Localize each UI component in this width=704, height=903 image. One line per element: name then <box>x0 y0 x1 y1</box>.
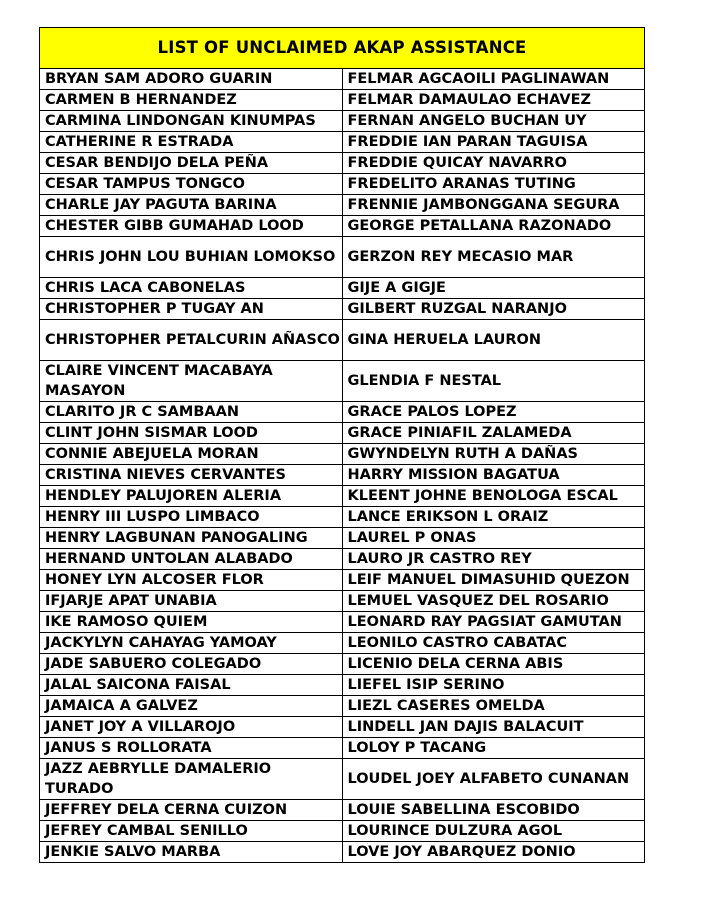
table-row <box>40 423 645 444</box>
table-row <box>40 111 645 132</box>
name-cell-right: FREDELITO ARANAS TUTING <box>342 174 645 195</box>
name-cell-left: JAZZ AEBRYLLE DAMALERIO TURADO <box>40 759 343 800</box>
table-row <box>40 528 645 549</box>
name-cell-left: CARMEN B HERNANDEZ <box>40 90 343 111</box>
table-row <box>40 842 645 863</box>
name-cell-right: FELMAR AGCAOILI PAGLINAWAN <box>342 69 645 90</box>
table-row <box>40 278 645 299</box>
table-row <box>40 174 645 195</box>
name-cell-left: JANUS S ROLLORATA <box>40 738 343 759</box>
name-cell-left: CLARITO JR C SAMBAAN <box>40 402 343 423</box>
name-cell-left: CESAR BENDIJO DELA PEÑA <box>40 153 343 174</box>
table-row <box>40 717 645 738</box>
name-cell-left: IKE RAMOSO QUIEM <box>40 612 343 633</box>
name-cell-right: LOUDEL JOEY ALFABETO CUNANAN <box>342 759 645 800</box>
list-title: LIST OF UNCLAIMED AKAP ASSISTANCE <box>40 28 645 69</box>
name-cell-left: CRISTINA NIEVES CERVANTES <box>40 465 343 486</box>
name-cell-right: FELMAR DAMAULAO ECHAVEZ <box>342 90 645 111</box>
name-cell-left: CHARLE JAY PAGUTA BARINA <box>40 195 343 216</box>
name-cell-right: LAURO JR CASTRO REY <box>342 549 645 570</box>
name-cell-left: JAMAICA A GALVEZ <box>40 696 343 717</box>
name-cell-right: LIEFEL ISIP SERINO <box>342 675 645 696</box>
name-cell-left: HENDLEY PALUJOREN ALERIA <box>40 486 343 507</box>
table-row <box>40 465 645 486</box>
name-cell-right: KLEENT JOHNE BENOLOGA ESCAL <box>342 486 645 507</box>
table-row <box>40 549 645 570</box>
table-row <box>40 759 645 800</box>
name-cell-right: FREDDIE QUICAY NAVARRO <box>342 153 645 174</box>
table-row <box>40 738 645 759</box>
name-cell-left: JADE SABUERO COLEGADO <box>40 654 343 675</box>
name-cell-left: CHRIS JOHN LOU BUHIAN LOMOKSO <box>40 237 343 278</box>
table-row <box>40 361 645 402</box>
table-row <box>40 444 645 465</box>
name-cell-left: JANET JOY A VILLAROJO <box>40 717 343 738</box>
name-cell-left: CONNIE ABEJUELA MORAN <box>40 444 343 465</box>
unclaimed-list-table <box>39 27 645 863</box>
name-cell-right: FRENNIE JAMBONGGANA SEGURA <box>342 195 645 216</box>
name-cell-left: JENKIE SALVO MARBA <box>40 842 343 863</box>
table-row <box>40 153 645 174</box>
name-cell-right: GRACE PINIAFIL ZALAMEDA <box>342 423 645 444</box>
name-cell-right: LOVE JOY ABARQUEZ DONIO <box>342 842 645 863</box>
table-row <box>40 216 645 237</box>
name-cell-left: IFJARJE APAT UNABIA <box>40 591 343 612</box>
name-cell-right: LIEZL CASERES OMELDA <box>342 696 645 717</box>
table-row <box>40 633 645 654</box>
table-row <box>40 237 645 278</box>
name-cell-right: GWYNDELYN RUTH A DAÑAS <box>342 444 645 465</box>
table-row <box>40 654 645 675</box>
name-cell-right: GEORGE PETALLANA RAZONADO <box>342 216 645 237</box>
name-cell-right: GINA HERUELA LAURON <box>342 320 645 361</box>
table-row <box>40 195 645 216</box>
table-row <box>40 486 645 507</box>
name-cell-left: CHRISTOPHER PETALCURIN AÑASCO <box>40 320 343 361</box>
name-cell-right: GLENDIA F NESTAL <box>342 361 645 402</box>
table-row <box>40 507 645 528</box>
name-cell-left: CHRISTOPHER P TUGAY AN <box>40 299 343 320</box>
name-cell-right: LEONILO CASTRO CABATAC <box>342 633 645 654</box>
table-row <box>40 90 645 111</box>
name-cell-right: LAUREL P ONAS <box>342 528 645 549</box>
name-cell-left: HONEY LYN ALCOSER FLOR <box>40 570 343 591</box>
table-row <box>40 299 645 320</box>
table-row <box>40 612 645 633</box>
name-cell-left: JEFREY CAMBAL SENILLO <box>40 821 343 842</box>
table-row <box>40 821 645 842</box>
name-cell-right: GRACE PALOS LOPEZ <box>342 402 645 423</box>
name-cell-right: HARRY MISSION BAGATUA <box>342 465 645 486</box>
name-cell-right: LOURINCE DULZURA AGOL <box>342 821 645 842</box>
table-row <box>40 320 645 361</box>
table-row <box>40 696 645 717</box>
name-cell-right: LOLOY P TACANG <box>342 738 645 759</box>
table-row <box>40 132 645 153</box>
table-row <box>40 591 645 612</box>
table-row <box>40 402 645 423</box>
name-cell-left: JACKYLYN CAHAYAG YAMOAY <box>40 633 343 654</box>
name-cell-right: LOUIE SABELLINA ESCOBIDO <box>342 800 645 821</box>
name-cell-left: HENRY LAGBUNAN PANOGALING <box>40 528 343 549</box>
name-cell-right: LEMUEL VASQUEZ DEL ROSARIO <box>342 591 645 612</box>
name-cell-left: JEFFREY DELA CERNA CUIZON <box>40 800 343 821</box>
name-cell-left: JALAL SAICONA FAISAL <box>40 675 343 696</box>
name-cell-right: LANCE ERIKSON L ORAIZ <box>342 507 645 528</box>
name-cell-right: FERNAN ANGELO BUCHAN UY <box>342 111 645 132</box>
name-cell-left: HERNAND UNTOLAN ALABADO <box>40 549 343 570</box>
name-cell-left: BRYAN SAM ADORO GUARIN <box>40 69 343 90</box>
table-row <box>40 675 645 696</box>
name-cell-left: CHESTER GIBB GUMAHAD LOOD <box>40 216 343 237</box>
table-row <box>40 570 645 591</box>
name-cell-left: CESAR TAMPUS TONGCO <box>40 174 343 195</box>
name-cell-right: LEONARD RAY PAGSIAT GAMUTAN <box>342 612 645 633</box>
name-cell-left: CARMINA LINDONGAN KINUMPAS <box>40 111 343 132</box>
name-cell-right: GILBERT RUZGAL NARANJO <box>342 299 645 320</box>
name-cell-right: GERZON REY MECASIO MAR <box>342 237 645 278</box>
table-row <box>40 69 645 90</box>
name-cell-right: LEIF MANUEL DIMASUHID QUEZON <box>342 570 645 591</box>
name-cell-left: CHRIS LACA CABONELAS <box>40 278 343 299</box>
name-cell-left: HENRY III LUSPO LIMBACO <box>40 507 343 528</box>
name-cell-right: GIJE A GIGJE <box>342 278 645 299</box>
name-cell-right: LINDELL JAN DAJIS BALACUIT <box>342 717 645 738</box>
name-cell-right: FREDDIE IAN PARAN TAGUISA <box>342 132 645 153</box>
name-cell-left: CLAIRE VINCENT MACABAYA MASAYON <box>40 361 343 402</box>
title-row <box>40 28 645 69</box>
name-cell-right: LICENIO DELA CERNA ABIS <box>342 654 645 675</box>
table-row <box>40 800 645 821</box>
name-cell-left: CATHERINE R ESTRADA <box>40 132 343 153</box>
name-cell-left: CLINT JOHN SISMAR LOOD <box>40 423 343 444</box>
